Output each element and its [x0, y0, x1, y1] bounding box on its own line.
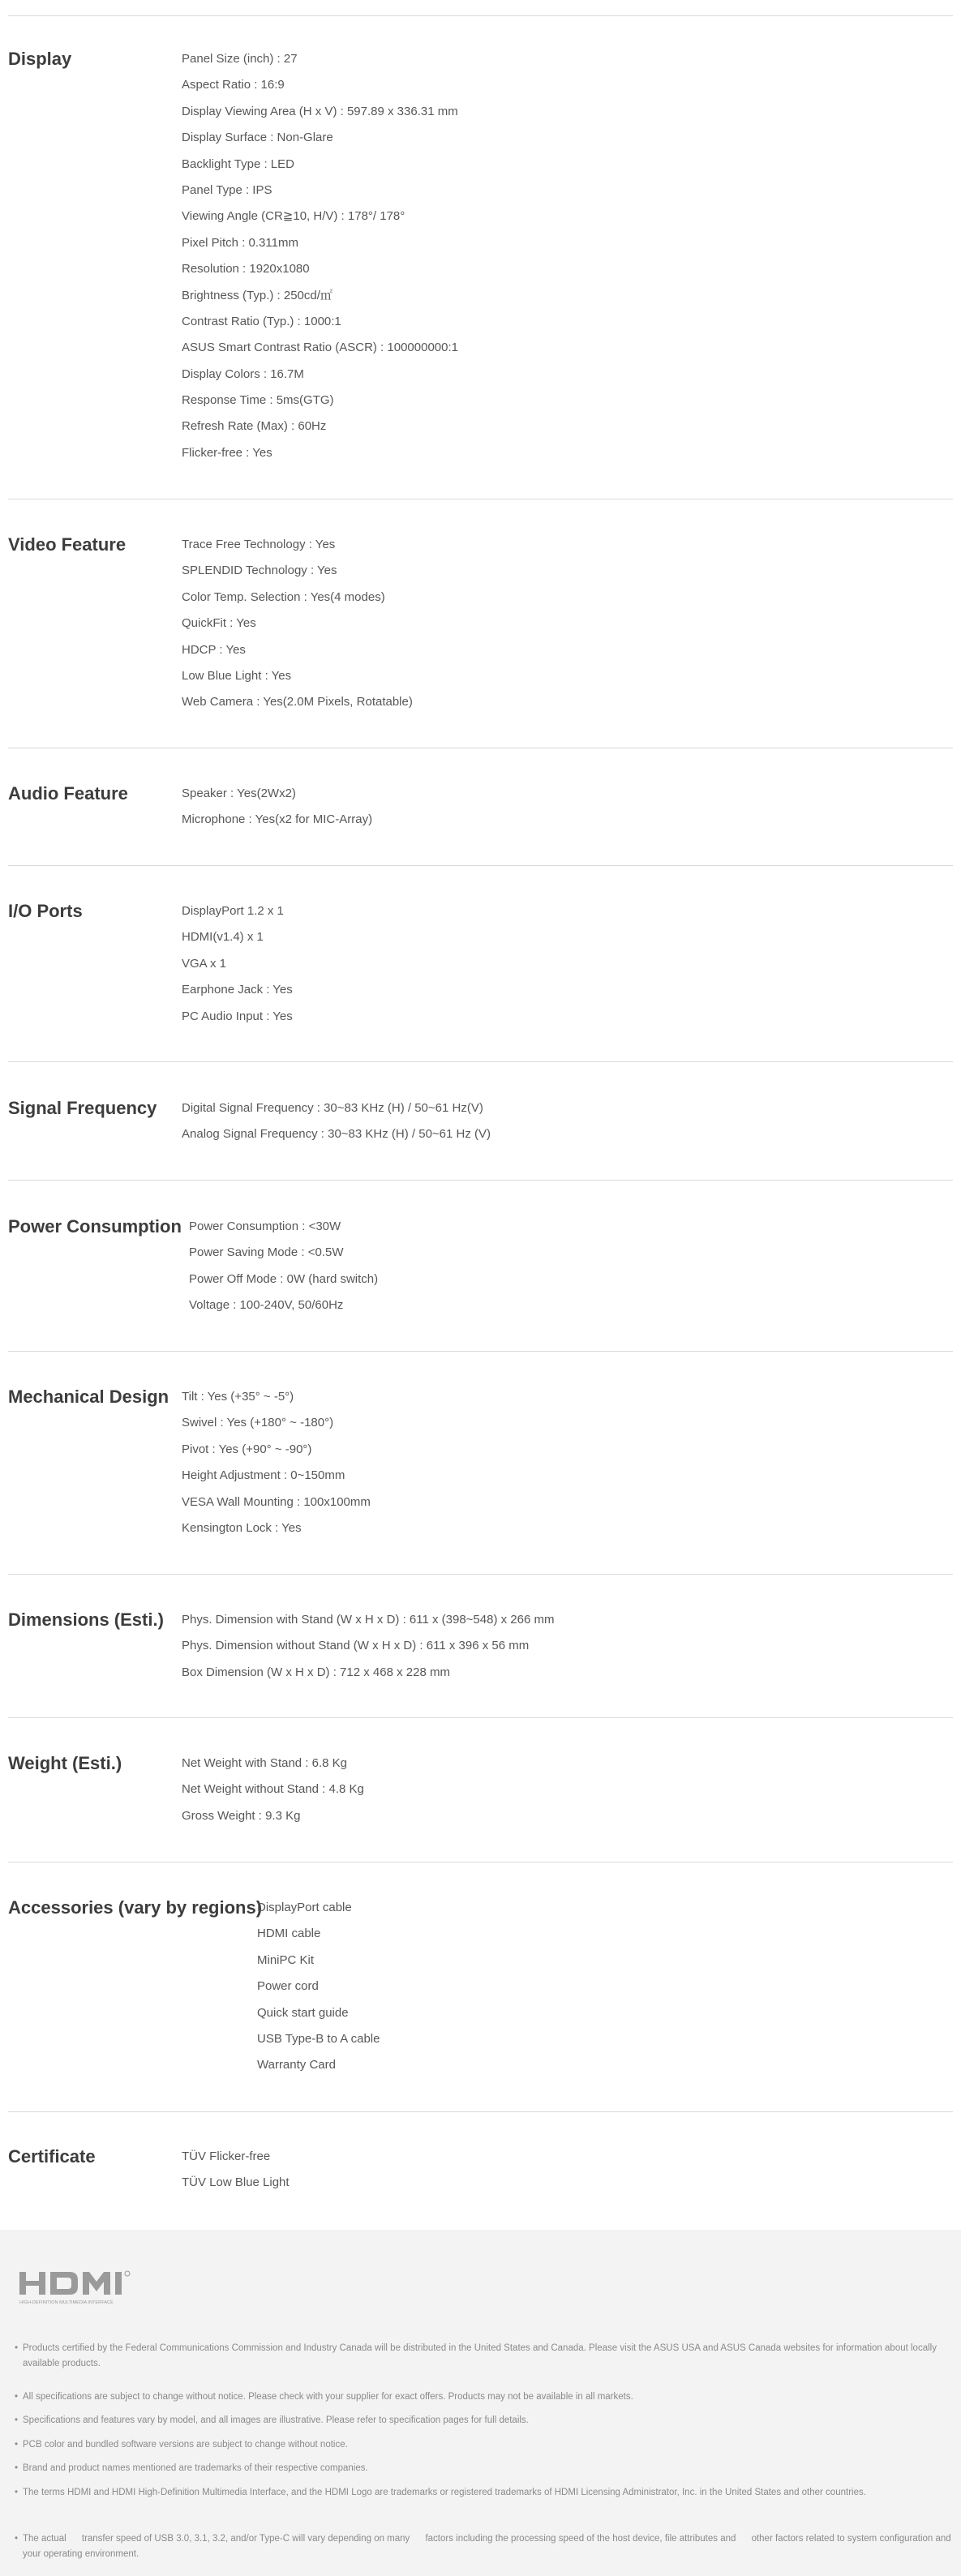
spec-list — [257, 1899, 380, 2083]
disclaimer-text: Brand and product names mentioned are trademarks of their respective companies. — [23, 2463, 368, 2473]
spec-item: HDMI cable — [257, 1927, 321, 1941]
bullet-icon: • — [15, 2534, 19, 2544]
disclaimer-text: The terms HDMI and HDMI High-Definition Multimedia Interface, and the HDMI Logo are trademarks or registered trademarks of HDMI Licensing Administrator, Inc. in the United States and other countries. — [23, 2488, 866, 2497]
bullet-icon: • — [15, 2392, 19, 2402]
disclaimer-item — [15, 2485, 866, 2501]
section-title: Signal Frequency — [8, 1098, 157, 1118]
spec-item: Warranty Card — [257, 2058, 336, 2072]
spec-item: Height Adjustment : 0~150mm — [182, 1468, 345, 1483]
section-title: Video Feature — [8, 534, 127, 555]
divider — [8, 1061, 953, 1062]
divider — [8, 865, 953, 866]
spec-item: Digital Signal Frequency : 30~83 KHz (H) / 50~61 Hz(V) — [182, 1101, 483, 1115]
spec-item: Swivel : Yes (+180° ~ -180°) — [182, 1416, 334, 1430]
disclaimer-item — [15, 2341, 954, 2372]
spec-list — [182, 902, 293, 1034]
section-title: Dimensions (Esti.) — [8, 1609, 164, 1630]
spec-item: Net Weight with Stand : 6.8 Kg — [182, 1756, 348, 1770]
divider — [8, 2111, 953, 2112]
spec-list — [182, 50, 458, 470]
section-title: Display — [8, 49, 72, 69]
spec-item: Net Weight without Stand : 4.8 Kg — [182, 1782, 364, 1797]
spec-item: Viewing Angle (CR≧10, H/V) : 178°/ 178° — [182, 209, 405, 224]
divider — [8, 1717, 953, 1718]
spec-item: PC Audio Input : Yes — [182, 1009, 293, 1023]
divider — [8, 15, 953, 16]
section-title: I/O Ports — [8, 901, 83, 921]
spec-item: HDCP : Yes — [182, 642, 246, 657]
spec-item: Power cord — [257, 1979, 319, 1994]
spec-item: Box Dimension (W x H x D) : 712 x 468 x 228 mm — [182, 1665, 450, 1679]
spec-item: Display Colors : 16.7M — [182, 366, 304, 381]
disclaimer-item — [15, 2390, 633, 2405]
spec-item: Voltage : 100-240V, 50/60Hz — [189, 1298, 344, 1313]
spec-item: DisplayPort 1.2 x 1 — [182, 904, 284, 918]
spec-item: Phys. Dimension with Stand (W x H x D) : 611 x (398~548) x 266 mm — [182, 1613, 555, 1627]
spec-item: Pixel Pitch : 0.311mm — [182, 235, 298, 250]
section-title: Audio Feature — [8, 783, 128, 804]
section-title: Mechanical Design — [8, 1387, 169, 1407]
spec-item: TÜV Flicker-free — [182, 2150, 271, 2163]
spec-list — [182, 1611, 554, 1690]
section-title: Power Consumption — [8, 1216, 182, 1237]
spec-item: Contrast Ratio (Typ.) : 1000:1 — [182, 314, 341, 328]
spec-item: Aspect Ratio : 16:9 — [182, 78, 285, 92]
bullet-icon: • — [15, 2415, 19, 2425]
spec-item: Power Consumption : <30W — [189, 1219, 341, 1233]
spec-item: Phys. Dimension without Stand (W x H x D) : 611 x 396 x 56 mm — [182, 1639, 530, 1653]
spec-item: TÜV Low Blue Light — [182, 2175, 290, 2190]
spec-item: Flicker-free : Yes — [182, 445, 272, 460]
spec-item: Low Blue Light : Yes — [182, 668, 292, 683]
spec-item: Color Temp. Selection : Yes(4 modes) — [182, 589, 385, 604]
spec-list — [189, 1218, 378, 1323]
hdmi-logo — [19, 2270, 165, 2306]
spec-item: Display Viewing Area (H x V) : 597.89 x 336.31 mm — [182, 104, 458, 118]
spec-item: QuickFit : Yes — [182, 616, 256, 631]
spec-list — [182, 1099, 491, 1152]
section-title: Weight (Esti.) — [8, 1753, 122, 1773]
spec-item: Power Saving Mode : <0.5W — [189, 1245, 344, 1260]
disclaimer-item — [15, 2461, 368, 2476]
spec-item: Display Surface : Non-Glare — [182, 131, 333, 145]
divider — [8, 1351, 953, 1352]
bullet-icon: • — [15, 2488, 19, 2497]
spec-item: SPLENDID Technology : Yes — [182, 564, 337, 578]
spec-item: Tilt : Yes (+35° ~ -5°) — [182, 1390, 294, 1404]
spec-item: Backlight Type : LED — [182, 156, 294, 171]
spec-item: Trace Free Technology : Yes — [182, 538, 336, 551]
spec-item: Pivot : Yes (+90° ~ -90°) — [182, 1442, 312, 1456]
disclaimer-text: All specifications are subject to change without notice. Please check with your supplier for exact offers. Products may not be available in all markets. — [23, 2392, 633, 2402]
spec-item: VGA x 1 — [182, 956, 227, 971]
bullet-icon: • — [15, 2463, 19, 2473]
spec-list — [182, 785, 372, 838]
divider — [8, 1574, 953, 1575]
footer-notes — [0, 2230, 961, 2576]
disclaimer-item — [15, 2531, 954, 2562]
spec-item: Response Time : 5ms(GTG) — [182, 393, 334, 408]
spec-item: Quick start guide — [257, 2005, 349, 2020]
bullet-icon: • — [15, 2343, 19, 2353]
disclaimer-item — [15, 2413, 529, 2428]
spec-item: Brightness (Typ.) : 250cd/㎡ — [182, 288, 332, 302]
spec-item: ASUS Smart Contrast Ratio (ASCR) : 100000000:1 — [182, 341, 458, 355]
spec-item: DisplayPort cable — [257, 1901, 352, 1914]
spec-item: USB Type-B to A cable — [257, 2031, 380, 2046]
disclaimer-text: PCB color and bundled software versions are subject to change without notice. — [23, 2440, 348, 2450]
spec-item: Speaker : Yes(2Wx2) — [182, 787, 296, 800]
hdmi-tagline: HIGH-DEFINITION MULTIMEDIA INTERFACE — [19, 2300, 114, 2305]
spec-list — [182, 1388, 371, 1545]
spec-item: Refresh Rate (Max) : 60Hz — [182, 419, 327, 434]
section-title: Accessories (vary by regions) — [8, 1897, 263, 1918]
spec-item: Panel Size (inch) : 27 — [182, 52, 298, 66]
disclaimer-item — [15, 2437, 348, 2453]
spec-item: Panel Type : IPS — [182, 182, 272, 197]
spec-list — [182, 1755, 364, 1833]
spec-item: Earphone Jack : Yes — [182, 983, 293, 997]
spec-item: MiniPC Kit — [257, 1952, 315, 1967]
spec-item: Gross Weight : 9.3 Kg — [182, 1808, 301, 1823]
disclaimer-text: Specifications and features vary by model, and all images are illustrative. Please refer to specification pages for full details. — [23, 2415, 529, 2425]
spec-item: Kensington Lock : Yes — [182, 1520, 302, 1535]
spec-item: Microphone : Yes(x2 for MIC-Array) — [182, 812, 373, 827]
spec-item: VESA Wall Mounting : 100x100mm — [182, 1494, 371, 1509]
spec-item: HDMI(v1.4) x 1 — [182, 930, 264, 945]
spec-item: Analog Signal Frequency : 30~83 KHz (H) / 50~61 Hz (V) — [182, 1127, 491, 1142]
spec-item: Web Camera : Yes(2.0M Pixels, Rotatable) — [182, 695, 413, 709]
spec-item: Resolution : 1920x1080 — [182, 262, 310, 276]
bullet-icon: • — [15, 2440, 19, 2450]
divider — [8, 1180, 953, 1181]
spec-item: Power Off Mode : 0W (hard switch) — [189, 1271, 379, 1286]
spec-list — [182, 2148, 290, 2201]
section-title: Certificate — [8, 2146, 96, 2167]
disclaimer-text: Products certified by the Federal Communications Commission and Industry Canada will be distributed in the United States and Canada. Please visit the ASUS USA and ASUS Canada websites for information about locally available products. — [23, 2343, 937, 2368]
spec-list — [182, 536, 413, 720]
disclaimer-text: The actual transfer speed of USB 3.0, 3.1, 3.2, and/or Type-C will vary depending on many factors including the processing speed of the host device, file attributes and other factors related to system configuration and your operating environment. — [23, 2534, 954, 2559]
